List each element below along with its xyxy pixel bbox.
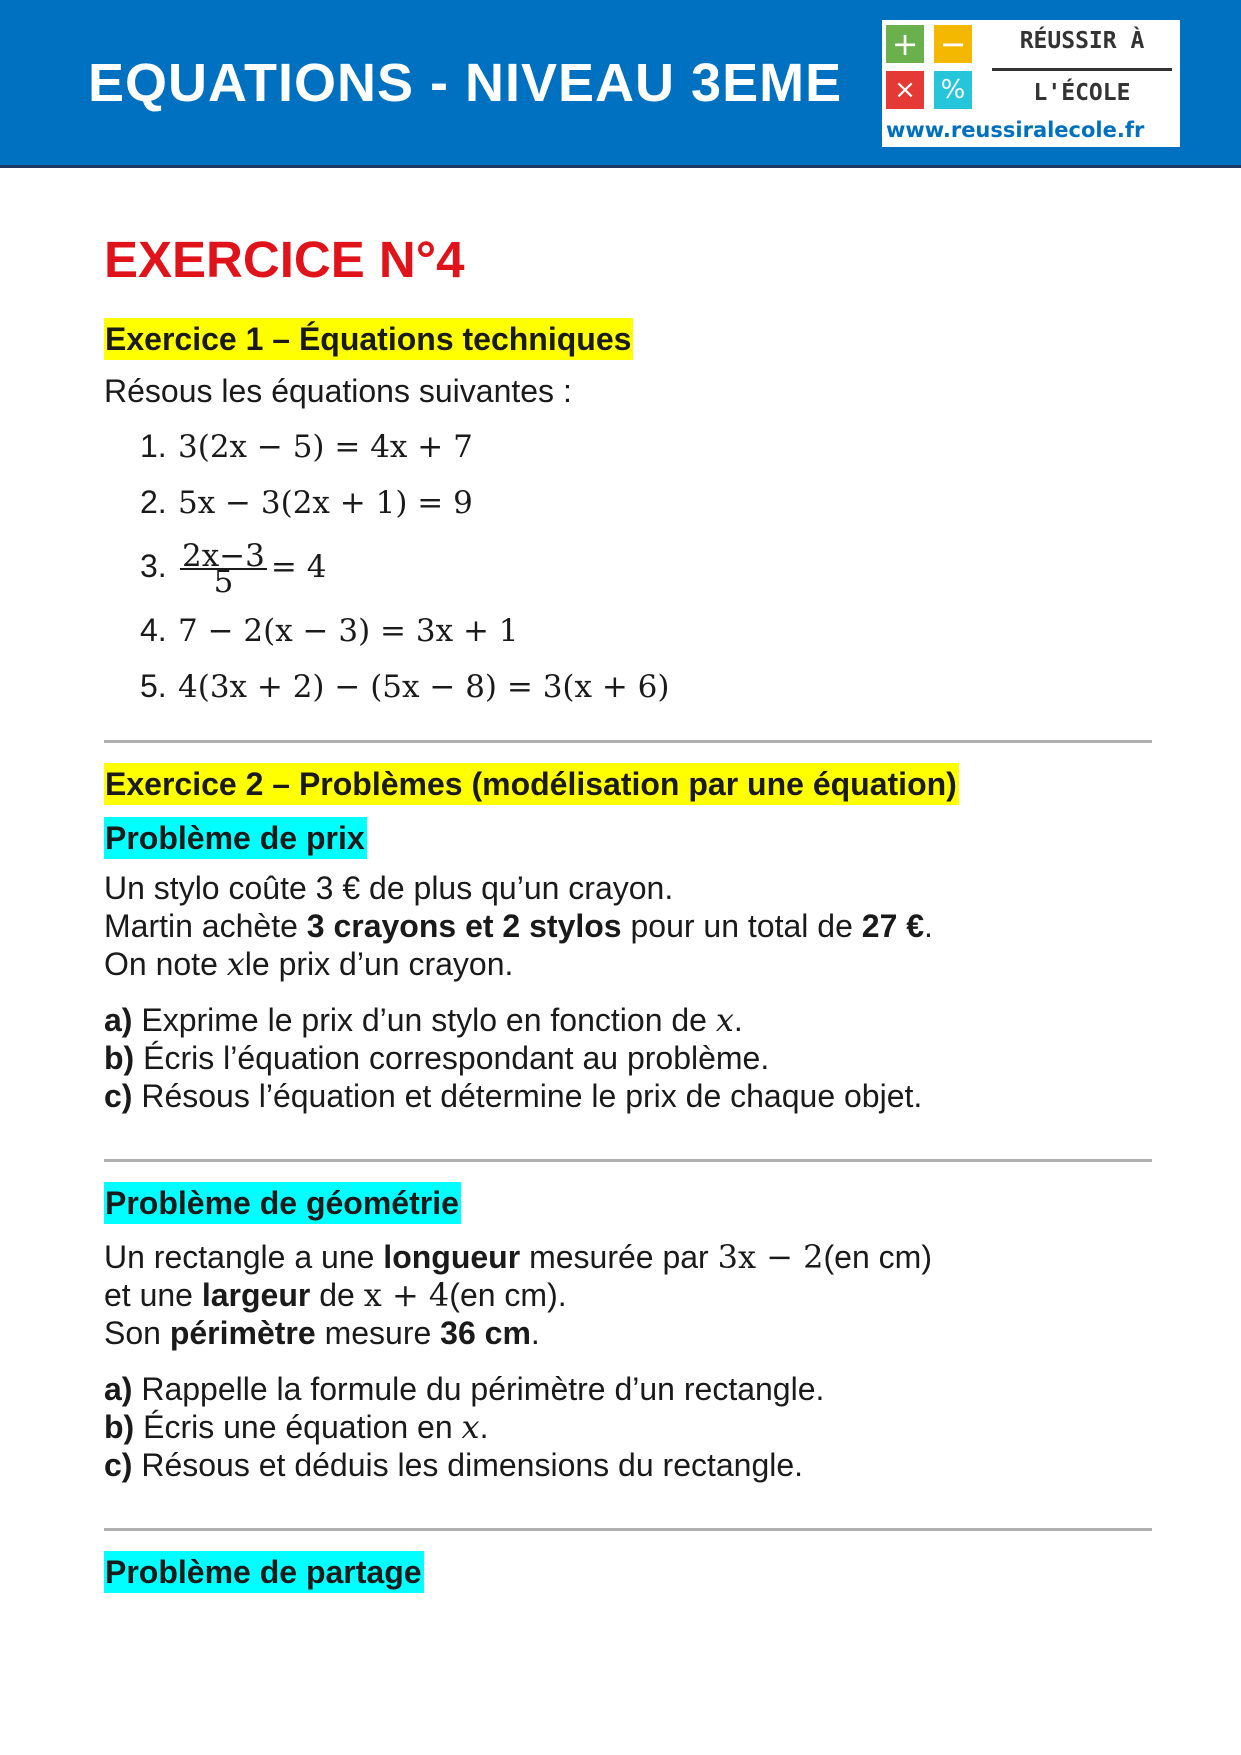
section-divider [104, 1159, 1152, 1162]
minus-icon: − [934, 25, 972, 63]
site-logo[interactable] [882, 20, 1180, 147]
prix-questions [104, 1001, 1156, 1115]
equation-1: 3(2x − 5) = 4x + 7 [178, 429, 473, 466]
exercise2-heading: Exercice 2 – Problèmes (modélisation par une équation) [104, 763, 959, 805]
prix-problem-heading: Problème de prix [104, 817, 367, 859]
exercise1-heading: Exercice 1 – Équations techniques [104, 318, 633, 360]
worksheet-content [104, 232, 1156, 1593]
section-divider [104, 1528, 1152, 1531]
logo-text-line1: RÉUSSIR À [1019, 28, 1145, 54]
equation-5: 4(3x + 2) − (5x − 8) = 3(x + 6) [178, 669, 670, 706]
equation-item: 4. 7 − 2(x − 3) = 3x + 1 [140, 612, 519, 650]
question-item: c) Résous l’équation et détermine le prix de chaque objet. [104, 1078, 923, 1115]
exercise1-instruction: Résous les équations suivantes : [104, 373, 572, 410]
plus-icon: + [886, 25, 924, 63]
equation-item: 3. $\frac{2x-3}{5}$ = 4 [140, 537, 327, 600]
geometry-problem-heading: Problème de géométrie [104, 1182, 461, 1224]
header-title: EQUATIONS - NIVEAU 3EME [88, 53, 843, 113]
equation-item: 2. 5x − 3(2x + 1) = 9 [140, 484, 473, 522]
section-divider [104, 740, 1152, 743]
geometry-questions [104, 1370, 1156, 1484]
equation-3-fraction: $\frac{2x-3}{5}$ [182, 537, 265, 600]
equation-item: 5. 4(3x + 2) − (5x − 8) = 3(x + 6) [140, 668, 670, 706]
sharing-problem-heading: Problème de partage [104, 1551, 424, 1593]
equation-item: 1. 3(2x − 5) = 4x + 7 [140, 428, 473, 466]
question-item: b) Écris une équation en x. [104, 1408, 489, 1447]
geometry-statement: Un rectangle a une longueur mesurée par 3x − 2(en cm) et une largeur de x + 4(en cm). Son périmètre mesure 36 cm. [104, 1238, 932, 1352]
equation-list [104, 418, 1156, 714]
page-header [0, 0, 1241, 168]
equation-2: 5x − 3(2x + 1) = 9 [178, 485, 473, 522]
equation-3-rhs: = 4 [270, 549, 327, 586]
prix-statement: Un stylo coûte 3 € de plus qu’un crayon. Martin achète 3 crayons et 2 stylos pour un total de 27 €. On note xle prix d’un crayon. [104, 870, 933, 984]
question-item: a) Exprime le prix d’un stylo en fonction de x. [104, 1001, 743, 1040]
equation-4: 7 − 2(x − 3) = 3x + 1 [178, 613, 519, 650]
question-item: b) Écris l’équation correspondant au problème. [104, 1040, 770, 1077]
logo-url-link[interactable]: www.reussiralecole.fr [886, 118, 1145, 142]
exercise-title: EXERCICE N°4 [104, 231, 465, 288]
question-item: a) Rappelle la formule du périmètre d’un rectangle. [104, 1371, 825, 1408]
question-item: c) Résous et déduis les dimensions du rectangle. [104, 1447, 804, 1484]
percent-icon: % [934, 71, 972, 109]
logo-divider [992, 68, 1172, 71]
times-icon: × [886, 71, 924, 109]
logo-text-line2: L'ÉCOLE [1033, 80, 1131, 106]
